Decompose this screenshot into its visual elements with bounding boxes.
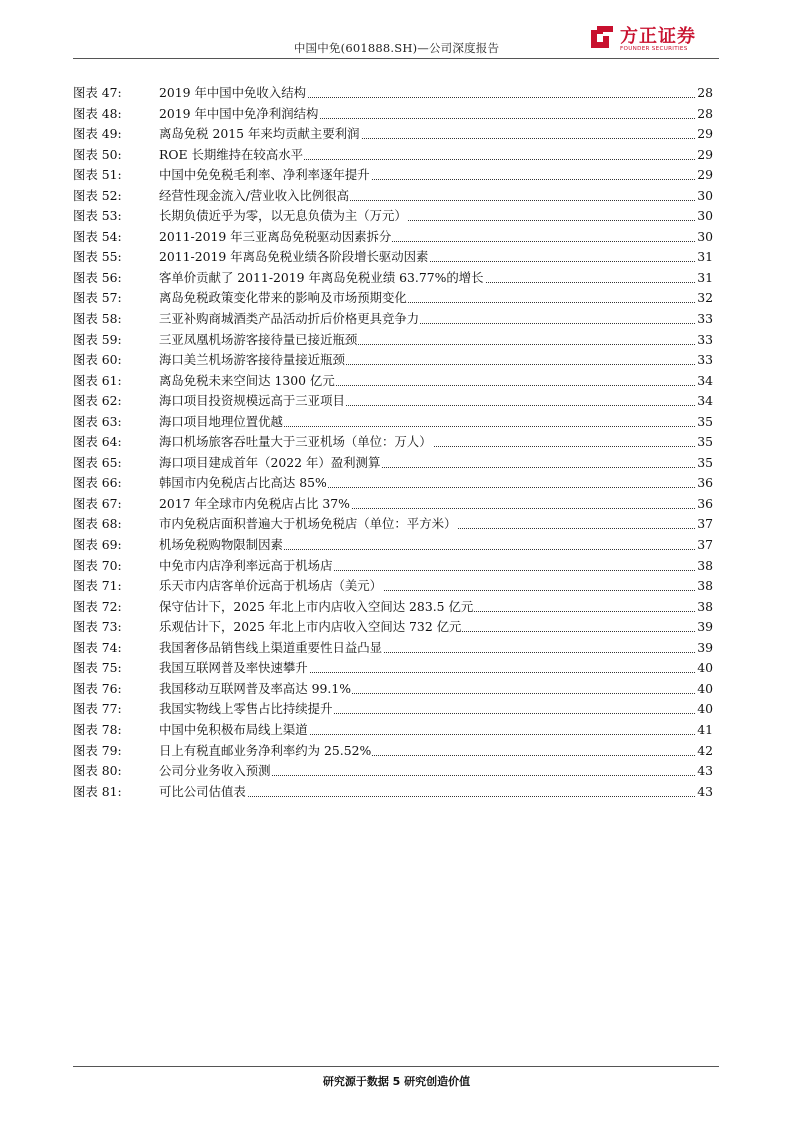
toc-entry-page: 32 — [695, 288, 713, 309]
toc-entry[interactable] — [73, 617, 713, 638]
toc-entry-label: 图表 79: — [73, 742, 122, 758]
toc-entry-title: 保守估计下，2025 年北上市内店收入空间达 283.5 亿元 — [159, 597, 474, 618]
toc-entry-label: 图表 48: — [73, 105, 122, 121]
toc-entry[interactable] — [73, 145, 713, 166]
toc-entry-label: 图表 49: — [73, 126, 122, 142]
toc-entry[interactable] — [73, 206, 713, 227]
toc-entry-label: 图表 55: — [73, 249, 122, 265]
toc-entry-title: 2011-2019 年离岛免税业绩各阶段增长驱动因素 — [159, 247, 429, 268]
toc-entry-page: 35 — [695, 453, 713, 474]
toc-entry[interactable] — [73, 350, 713, 371]
toc-entry[interactable] — [73, 720, 713, 741]
toc-entry-title: 公司分业务收入预测 — [159, 761, 272, 782]
toc-entry-title: 离岛免税政策变化带来的影响及市场预期变化 — [159, 288, 408, 309]
toc-entry-title: 机场免税购物限制因素 — [159, 535, 284, 556]
toc-entry[interactable] — [73, 514, 713, 535]
company-logo — [589, 22, 709, 58]
toc-entry-label: 图表 76: — [73, 680, 122, 696]
toc-entry-page: 39 — [695, 638, 713, 659]
toc-entry-title: 客单价贡献了 2011-2019 年离岛免税业绩 63.77%的增长 — [159, 268, 485, 289]
toc-entry-title: 海口项目建成首年（2022 年）盈利测算 — [159, 453, 381, 474]
footer-slogan: 研究源于数据 5 研究创造价值 — [322, 1075, 471, 1088]
toc-entry-title: 海口项目地理位置优越 — [159, 412, 284, 433]
toc-entry-label: 图表 75: — [73, 660, 122, 676]
toc-entry-page: 43 — [695, 761, 713, 782]
toc-entry-label: 图表 51: — [73, 167, 122, 183]
toc-entry[interactable] — [73, 309, 713, 330]
toc-entry-page: 38 — [695, 556, 713, 577]
toc-entry-title: 乐观估计下，2025 年北上市内店收入空间达 732 亿元 — [159, 617, 462, 638]
toc-entry-title: 2019 年中国中免收入结构 — [159, 83, 307, 104]
toc-entry[interactable] — [73, 699, 713, 720]
toc-entry-label: 图表 47: — [73, 85, 122, 100]
toc-entry-label: 图表 67: — [73, 495, 122, 511]
toc-entry-page: 33 — [695, 350, 713, 371]
header-divider — [73, 58, 719, 59]
toc-entry-label: 图表 66: — [73, 475, 122, 491]
toc-entry[interactable] — [73, 473, 713, 494]
toc-entry-label: 图表 56: — [73, 269, 122, 285]
toc-entry-title: 离岛免税 2015 年来均贡献主要利润 — [159, 124, 361, 145]
toc-entry-page: 36 — [695, 473, 713, 494]
figure-list — [73, 83, 713, 802]
toc-entry[interactable] — [73, 83, 713, 104]
toc-entry-page: 37 — [695, 535, 713, 556]
toc-entry[interactable] — [73, 391, 713, 412]
toc-entry-page: 28 — [695, 104, 713, 125]
toc-entry-label: 图表 59: — [73, 331, 122, 347]
toc-entry-label: 图表 62: — [73, 393, 122, 409]
toc-entry-page: 28 — [695, 83, 713, 104]
toc-entry-title: 三亚凤凰机场游客接待量已接近瓶颈 — [159, 330, 358, 351]
toc-entry[interactable] — [73, 432, 713, 453]
toc-entry-page: 30 — [695, 206, 713, 227]
toc-entry[interactable] — [73, 288, 713, 309]
toc-entry[interactable] — [73, 104, 713, 125]
toc-entry-label: 图表 61: — [73, 372, 122, 388]
toc-entry-page: 41 — [695, 720, 713, 741]
toc-entry-title: 海口项目投资规模远高于三亚项目 — [159, 391, 346, 412]
toc-entry-page: 42 — [695, 741, 713, 762]
toc-entry-label: 图表 63: — [73, 413, 122, 429]
toc-entry-title: 海口美兰机场游客接待量接近瓶颈 — [159, 350, 346, 371]
toc-entry[interactable] — [73, 227, 713, 248]
toc-entry[interactable] — [73, 186, 713, 207]
toc-entry[interactable] — [73, 165, 713, 186]
toc-entry-label: 图表 54: — [73, 228, 122, 244]
toc-entry-title: 中国中免积极布局线上渠道 — [159, 720, 309, 741]
toc-entry-page: 29 — [695, 145, 713, 166]
footer-divider — [73, 1066, 719, 1067]
toc-entry-label: 图表 73: — [73, 619, 122, 635]
toc-entry[interactable] — [73, 268, 713, 289]
toc-entry-label: 图表 65: — [73, 454, 122, 470]
toc-entry-label: 图表 60: — [73, 352, 122, 368]
toc-entry-label: 图表 81: — [73, 783, 122, 799]
toc-entry-page: 34 — [695, 391, 713, 412]
toc-entry-label: 图表 72: — [73, 598, 122, 614]
report-header-title: 中国中免(601888.SH)—公司深度报告 — [293, 41, 500, 55]
toc-entry-page: 31 — [695, 247, 713, 268]
toc-entry-label: 图表 52: — [73, 187, 122, 203]
toc-entry[interactable] — [73, 412, 713, 433]
toc-entry-page: 38 — [695, 576, 713, 597]
toc-entry-title: 离岛免税未来空间达 1300 亿元 — [159, 371, 336, 392]
toc-entry[interactable] — [73, 556, 713, 577]
toc-entry-title: 乐天市内店客单价远高于机场店（美元） — [159, 576, 383, 597]
toc-entry-title: 韩国市内免税店占比高达 85% — [159, 473, 328, 494]
toc-entry[interactable] — [73, 247, 713, 268]
toc-entry[interactable] — [73, 782, 713, 803]
toc-entry-page: 38 — [695, 597, 713, 618]
toc-entry[interactable] — [73, 371, 713, 392]
toc-entry-page: 33 — [695, 330, 713, 351]
toc-entry-label: 图表 71: — [73, 578, 122, 594]
toc-entry-page: 31 — [695, 268, 713, 289]
toc-entry-label: 图表 70: — [73, 557, 122, 573]
toc-entry-label: 图表 57: — [73, 290, 122, 306]
toc-entry-label: 图表 68: — [73, 516, 122, 532]
toc-entry-title: 海口机场旅客吞吐量大于三亚机场（单位：万人） — [159, 432, 433, 453]
toc-entry[interactable] — [73, 761, 713, 782]
toc-entry-title: 可比公司估值表 — [159, 782, 247, 803]
logo-text: 方正证券 — [620, 26, 696, 47]
toc-entry-title: 长期负债近乎为零，以无息负债为主（万元） — [159, 206, 408, 227]
logo-subtitle: FOUNDER SECURITIES — [620, 46, 688, 52]
toc-entry-label: 图表 74: — [73, 639, 122, 655]
toc-entry-page: 40 — [695, 679, 713, 700]
toc-entry-title: 市内免税店面积普遍大于机场免税店（单位：平方米） — [159, 514, 457, 535]
toc-entry[interactable] — [73, 330, 713, 351]
toc-entry[interactable] — [73, 124, 713, 145]
toc-entry-title: 我国奢侈品销售线上渠道重要性日益凸显 — [159, 638, 383, 659]
toc-entry-page: 35 — [695, 432, 713, 453]
toc-entry-page: 29 — [695, 165, 713, 186]
founder-logo-icon — [589, 24, 615, 50]
toc-entry-title: 经营性现金流入/营业收入比例很高 — [159, 186, 350, 207]
toc-entry-title: 日上有税直邮业务净利率约为 25.52% — [159, 741, 372, 762]
toc-entry-page: 30 — [695, 227, 713, 248]
toc-entry-label: 图表 77: — [73, 701, 122, 717]
toc-entry-page: 33 — [695, 309, 713, 330]
toc-entry-title: 中国中免免税毛利率、净利率逐年提升 — [159, 165, 371, 186]
toc-entry-page: 35 — [695, 412, 713, 433]
toc-entry-page: 40 — [695, 699, 713, 720]
toc-entry-title: 我国互联网普及率快速攀升 — [159, 658, 309, 679]
toc-entry-page: 40 — [695, 658, 713, 679]
toc-entry-label: 图表 64: — [73, 434, 122, 450]
toc-entry-title: 2017 年全球市内免税店占比 37% — [159, 494, 351, 515]
toc-entry-page: 30 — [695, 186, 713, 207]
toc-entry-page: 29 — [695, 124, 713, 145]
toc-entry-label: 图表 78: — [73, 721, 122, 737]
toc-entry-title: 2019 年中国中免净利润结构 — [159, 104, 319, 125]
toc-entry-label: 图表 53: — [73, 208, 122, 224]
toc-entry[interactable] — [73, 576, 713, 597]
toc-entry[interactable] — [73, 679, 713, 700]
toc-entry[interactable] — [73, 535, 713, 556]
toc-entry-label: 图表 80: — [73, 763, 122, 779]
toc-entry[interactable] — [73, 638, 713, 659]
toc-entry[interactable] — [73, 741, 713, 762]
toc-entry-page: 34 — [695, 371, 713, 392]
toc-entry-page: 37 — [695, 514, 713, 535]
toc-entry-page: 43 — [695, 782, 713, 803]
toc-entry-title: ROE 长期维持在较高水平 — [159, 145, 304, 166]
toc-entry-label: 图表 50: — [73, 146, 122, 162]
toc-entry-label: 图表 69: — [73, 537, 122, 553]
toc-entry-title: 我国移动互联网普及率高达 99.1% — [159, 679, 352, 700]
toc-entry-label: 图表 58: — [73, 311, 122, 327]
toc-entry-title: 中免市内店净利率远高于机场店 — [159, 556, 333, 577]
toc-entry-page: 36 — [695, 494, 713, 515]
toc-entry-title: 我国实物线上零售占比持续提升 — [159, 699, 333, 720]
toc-entry[interactable] — [73, 494, 713, 515]
toc-entry[interactable] — [73, 453, 713, 474]
toc-entry-title: 三亚补购商城酒类产品活动折后价格更具竞争力 — [159, 309, 420, 330]
toc-entry-title: 2011-2019 年三亚离岛免税驱动因素拆分 — [159, 227, 392, 248]
toc-entry[interactable] — [73, 597, 713, 618]
toc-entry[interactable] — [73, 658, 713, 679]
toc-entry-page: 39 — [695, 617, 713, 638]
